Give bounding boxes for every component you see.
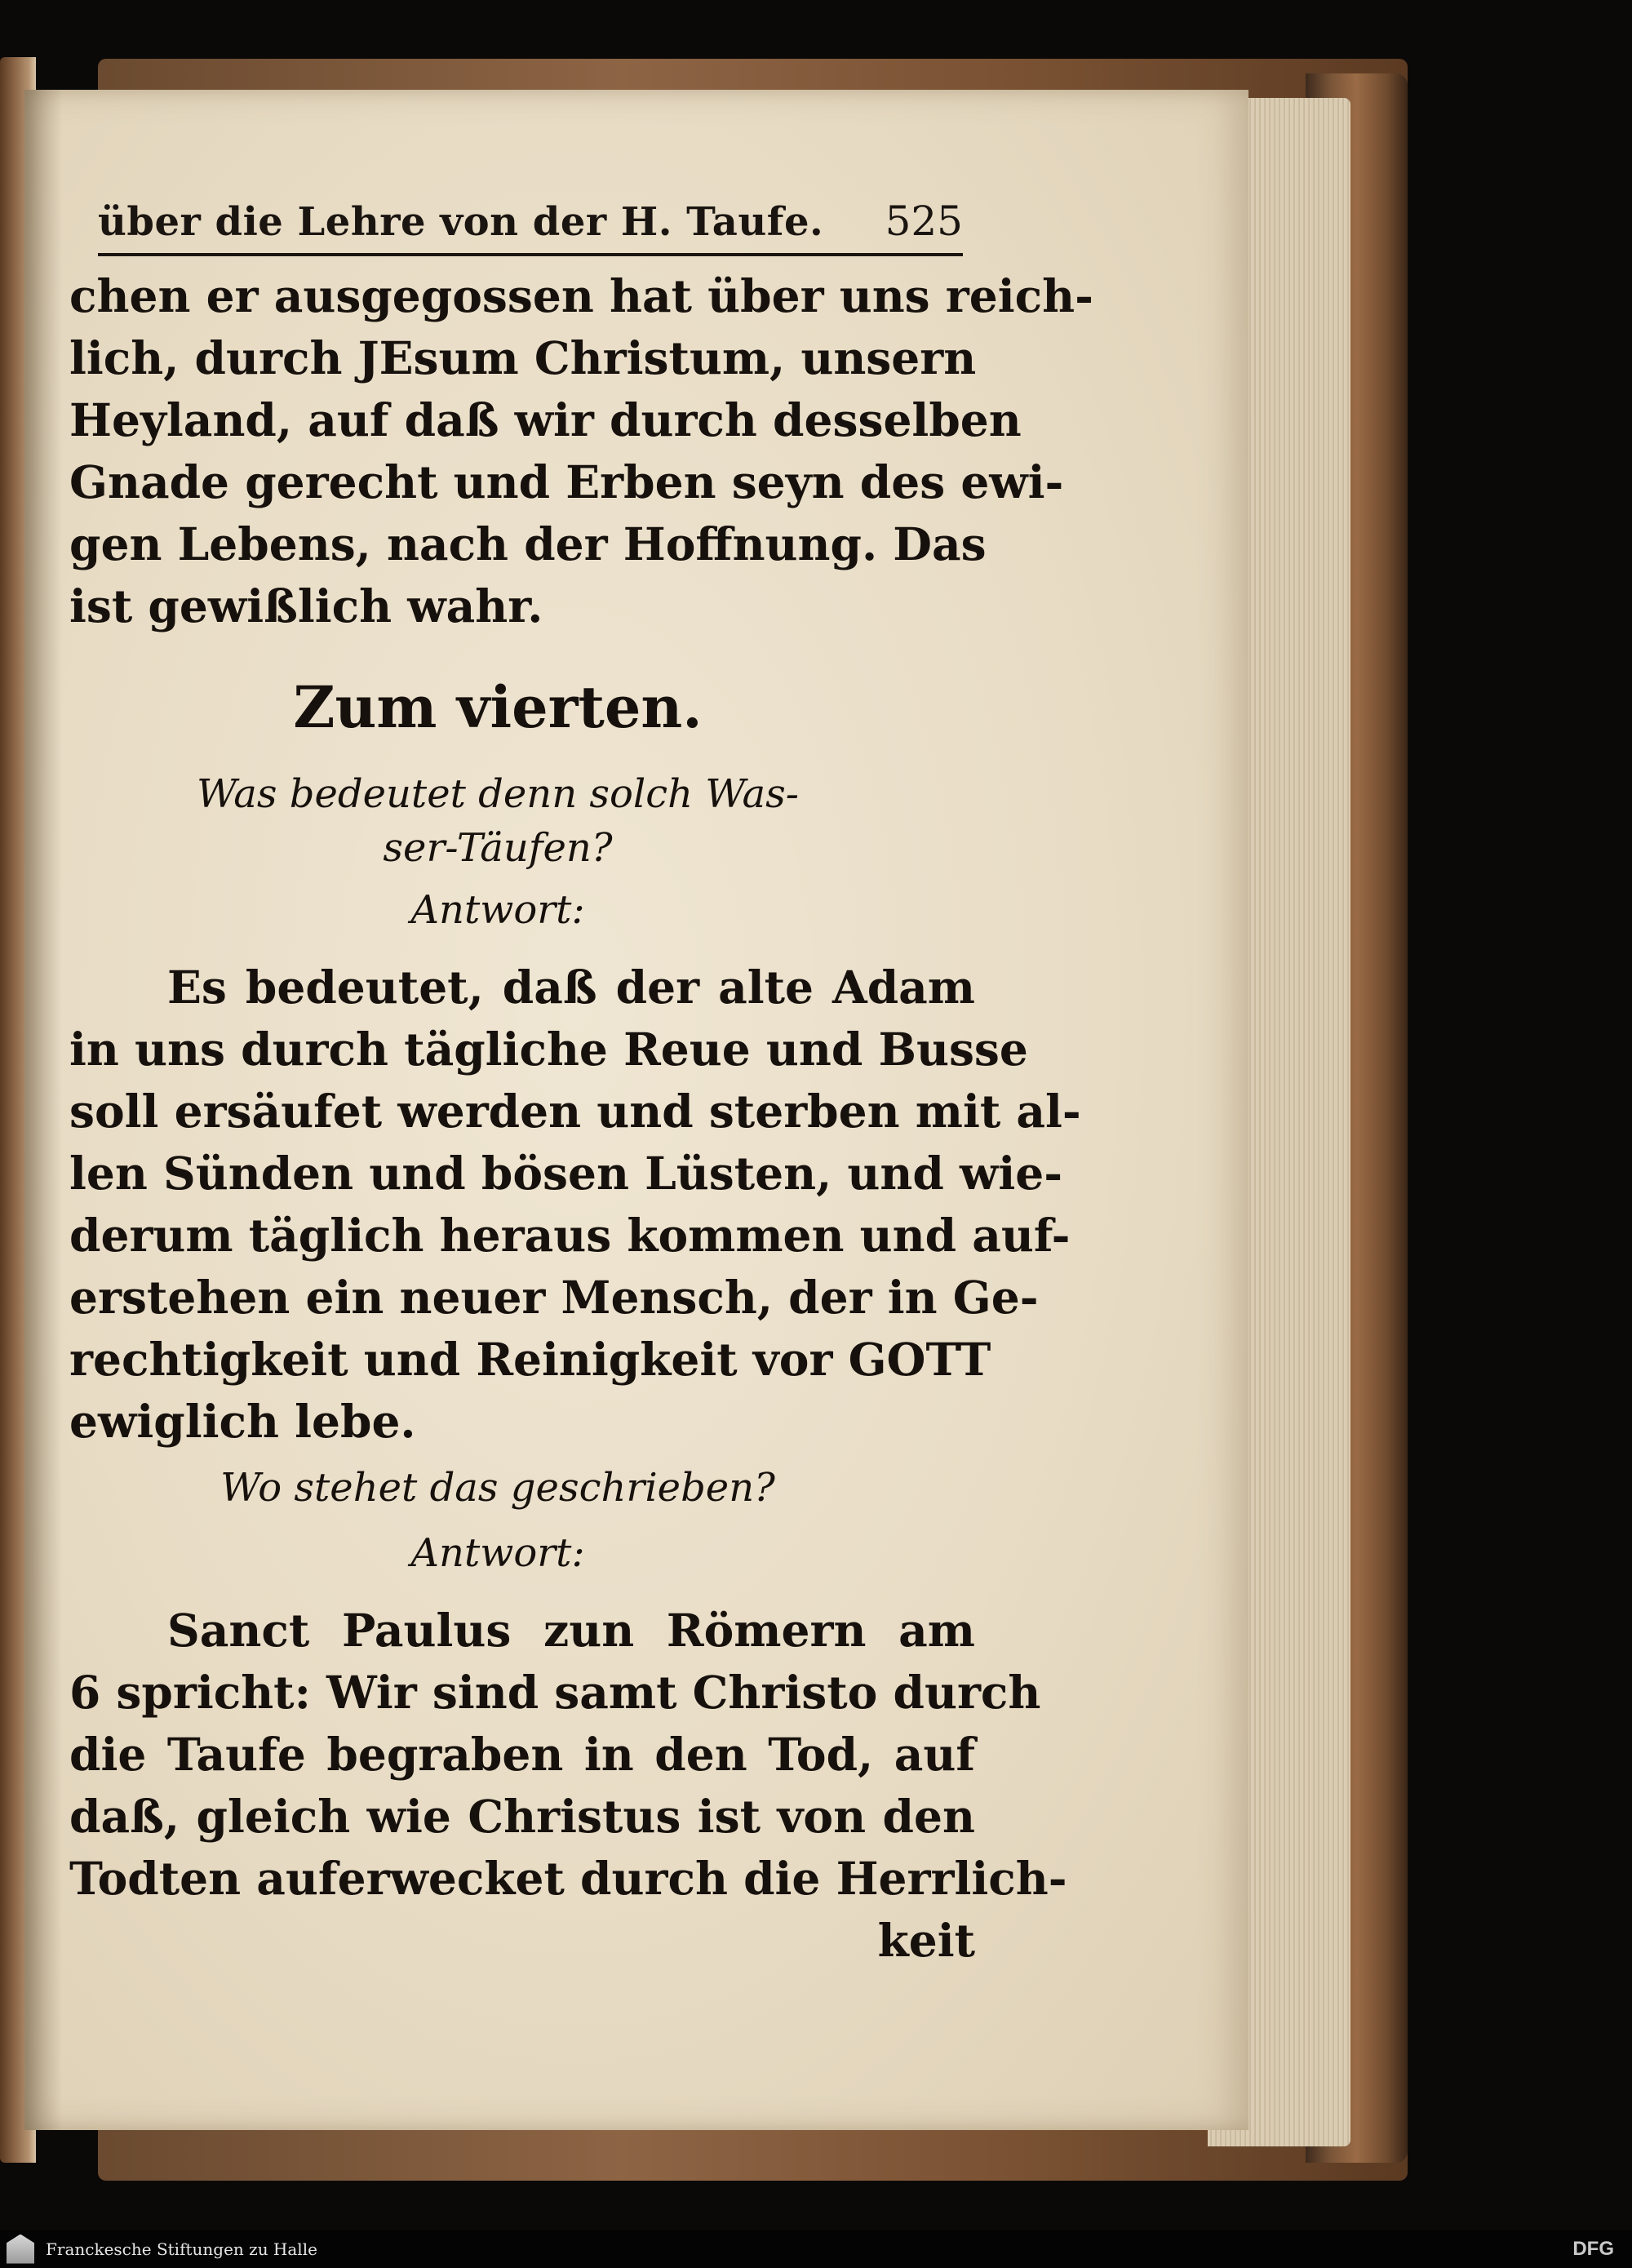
section-heading: Zum vierten. — [293, 673, 703, 741]
footer-bar — [0, 2230, 1632, 2268]
text-line: chen er ausgegossen hat über uns reich- — [69, 269, 1093, 322]
question-line: Wo stehet das geschrieben? — [220, 1465, 775, 1511]
text-line: ewiglich lebe. — [69, 1395, 416, 1448]
text-line: derum täglich heraus kommen und auf- — [69, 1209, 1071, 1262]
text-line: lich, durch JEsum Christum, unsern — [69, 331, 977, 384]
text-line: Gnade gerecht und Erben seyn des ewi- — [69, 455, 1064, 508]
dfg-badge: DFG — [1572, 2237, 1614, 2260]
page-number: 525 — [885, 198, 963, 245]
text-line: daß, gleich wie Christus ist von den — [69, 1790, 975, 1843]
page-header — [98, 171, 963, 256]
text-line: erstehen ein neuer Mensch, der in Ge- — [69, 1271, 1039, 1324]
running-title: über die Lehre von der H. Taufe. — [98, 199, 824, 245]
page-gutter-shadow — [24, 90, 62, 2130]
text-line: Sanct Paulus zun Römern am — [167, 1604, 975, 1657]
institution-name: Franckesche Stiftungen zu Halle — [46, 2239, 317, 2259]
text-line: 6 spricht: Wir sind samt Christo durch — [69, 1666, 1041, 1719]
text-line: Todten auferwecket durch die Herrlich- — [69, 1852, 1067, 1905]
question-line: Was bedeutet denn solch Was- — [197, 771, 799, 817]
institution-logo-icon — [7, 2235, 34, 2264]
text-line: gen Lebens, nach der Hoffnung. Das — [69, 517, 987, 570]
text-block-1 — [69, 265, 1093, 637]
text-line: Es bedeutet, daß der alte Adam — [167, 961, 975, 1014]
text-line: len Sünden und bösen Lüsten, und wie- — [69, 1147, 1063, 1200]
text-block-2 — [69, 956, 1081, 1453]
book-page — [24, 90, 1248, 2130]
footer-left — [0, 2235, 317, 2264]
answer-label: Antwort: — [410, 887, 585, 933]
text-line: soll ersäufet werden und sterben mit al- — [69, 1085, 1081, 1138]
answer-label: Antwort: — [410, 1530, 585, 1576]
text-line: ist gewißlich wahr. — [69, 579, 543, 632]
text-line: in uns durch tägliche Reue und Busse — [69, 1023, 1028, 1076]
text-line: Heyland, auf daß wir durch desselben — [69, 393, 1022, 446]
text-block-3 — [69, 1600, 1067, 1972]
text-line: rechtigkeit und Reinigkeit vor GOTT — [69, 1333, 991, 1386]
catchword: keit — [877, 1914, 975, 1967]
question-line: ser-Täufen? — [383, 825, 613, 871]
text-line: die Taufe begraben in den Tod, auf — [69, 1728, 975, 1781]
